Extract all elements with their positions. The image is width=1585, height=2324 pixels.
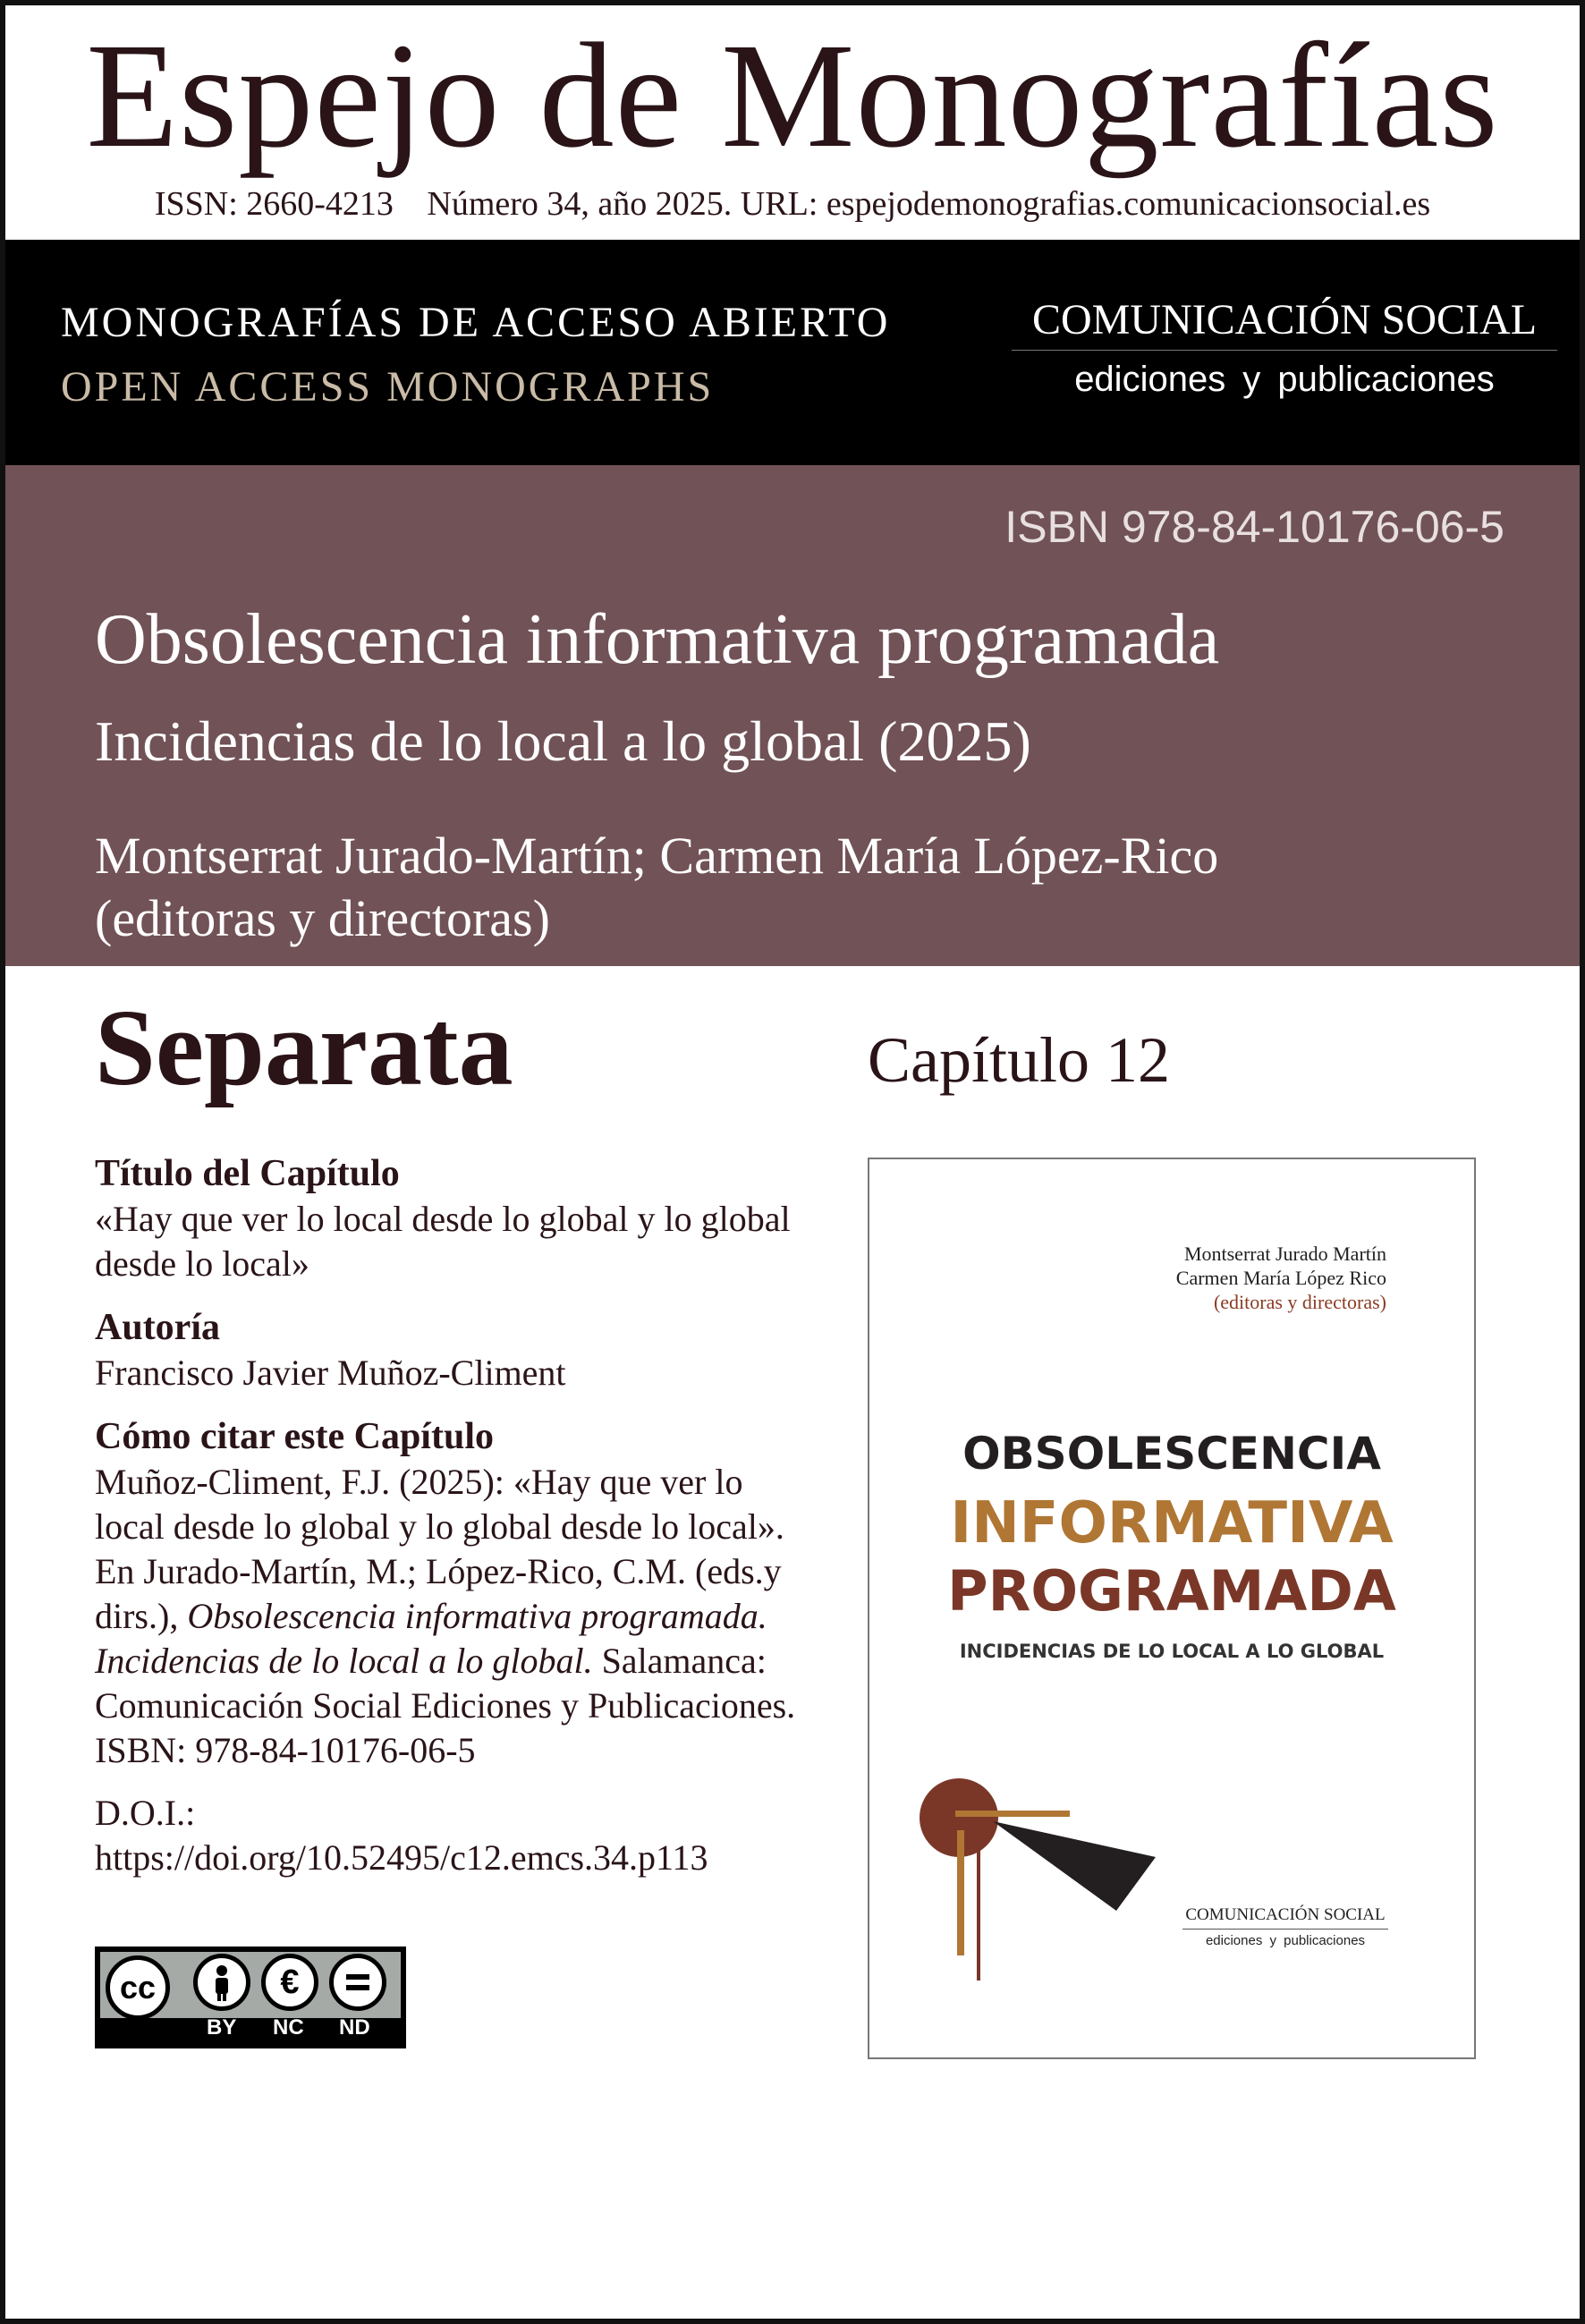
citation-part2: Salamanca: Comunicación Social Ediciones y Publicaciones. ISBN: 978-84-10176-06-5 (95, 1641, 796, 1770)
citation-italic: Obsolescencia informativa programada. Incidencias de lo local a lo global. (95, 1596, 767, 1681)
cover-editor-2: Carmen María López Rico (1175, 1267, 1386, 1289)
cover-title-line1: OBSOLESCENCIA (962, 1428, 1381, 1480)
issue-info: Número 34, año 2025. URL: espejodemonografias.comunicacionsocial.es (427, 185, 1431, 223)
cover-publisher-rule (1182, 1929, 1388, 1930)
isbn: ISBN 978-84-10176-06-5 (1004, 502, 1504, 552)
person-icon (198, 1958, 246, 2006)
author-label: Autoría (95, 1307, 220, 1348)
cover-subtitle: INCIDENCIAS DE LO LOCAL A LO GLOBAL (959, 1641, 1385, 1662)
citation-part1: Muñoz-Climent, F.J. (2025): «Hay que ver lo local desde lo global y lo global desde lo local». En Jurado-Martín, M.; López-Rico, C.M. (eds.y dirs.), (95, 1462, 784, 1636)
nc-euro-icon: € (261, 1954, 318, 2011)
cover-graphic-wedge (993, 1821, 1156, 1911)
cc-badge-top (100, 1952, 401, 2018)
citation-text (95, 1460, 801, 1773)
book-subtitle: Incidencias de lo local a lo global (2025) (95, 709, 1031, 773)
editors-names: Montserrat Jurado-Martín; Carmen María López-Rico (95, 827, 1219, 885)
cover-graphic-horizontal-bar (955, 1811, 1070, 1817)
citation-block (95, 1413, 801, 1773)
cover-editor-1: Montserrat Jurado Martín (1183, 1243, 1386, 1265)
cc-license-badge[interactable] (95, 1947, 406, 2048)
publisher-rule (1012, 350, 1557, 351)
chapter-number: Capítulo 12 (868, 1024, 1170, 1096)
cover-graphic-vertical-bar-orange (957, 1830, 964, 1955)
cover-graphic-vertical-bar-thin (977, 1830, 980, 1980)
editors-role: (editoras y directoras) (95, 889, 550, 947)
cc-labels (97, 2015, 403, 2042)
book-cover-thumbnail (868, 1158, 1476, 2059)
cover-editors (1176, 1242, 1386, 1314)
open-access-band (5, 240, 1580, 465)
author-block (95, 1304, 801, 1395)
journal-title: Espejo de Monografías (86, 13, 1499, 179)
cc-by-label: BY (207, 2015, 237, 2040)
author-value: Francisco Javier Muñoz-Climent (95, 1353, 566, 1393)
cover-graphic (869, 1777, 1474, 2009)
book-title: Obsolescencia informativa programada (95, 600, 1220, 679)
chapter-title-value: «Hay que ver lo local desde lo global y lo global desde lo local» (95, 1199, 791, 1284)
doi-label: D.O.I.: (95, 1793, 196, 1833)
cover-publisher-name: COMUNICACIÓN SOCIAL (1185, 1905, 1386, 1924)
issn: ISSN: 2660-4213 (154, 185, 394, 223)
open-access-en: OPEN ACCESS MONOGRAPHS (61, 363, 715, 411)
chapter-details (95, 1150, 801, 1898)
cc-icon (106, 1955, 170, 2020)
cover-editors-role: (editoras y directoras) (1213, 1291, 1386, 1313)
doi-block (95, 1791, 801, 1880)
publisher-logo (1007, 295, 1562, 400)
cc-nd-label: ND (339, 2015, 370, 2040)
citation-label: Cómo citar este Capítulo (95, 1416, 494, 1457)
chapter-title-label: Título del Capítulo (95, 1153, 400, 1194)
equals-icon (334, 1958, 382, 2006)
publisher-name: COMUNICACIÓN SOCIAL (1031, 296, 1538, 344)
cover-title-line2: INFORMATIVA (950, 1490, 1394, 1556)
by-person-icon (193, 1954, 250, 2011)
issn-line (5, 184, 1580, 224)
open-access-es: MONOGRAFÍAS DE ACCESO ABIERTO (61, 299, 891, 346)
publisher-sub: ediciones y publicaciones (1074, 360, 1495, 399)
nd-equals-icon (329, 1954, 386, 2011)
cc-text: cc (119, 1969, 157, 2006)
book-editors (95, 825, 1218, 950)
chapter-title-block (95, 1150, 801, 1286)
cover-publisher-sub: ediciones y publicaciones (1205, 1933, 1366, 1948)
doi-link[interactable]: https://doi.org/10.52495/c12.emcs.34.p113 (95, 1837, 708, 1878)
journal-header (5, 5, 1580, 240)
separata-heading: Separata (95, 988, 513, 1108)
book-info-band (5, 465, 1580, 966)
cover-publisher (1182, 1905, 1388, 1948)
cover-title-line3: PROGRAMADA (947, 1558, 1396, 1624)
cc-nc-label: NC (273, 2015, 304, 2040)
